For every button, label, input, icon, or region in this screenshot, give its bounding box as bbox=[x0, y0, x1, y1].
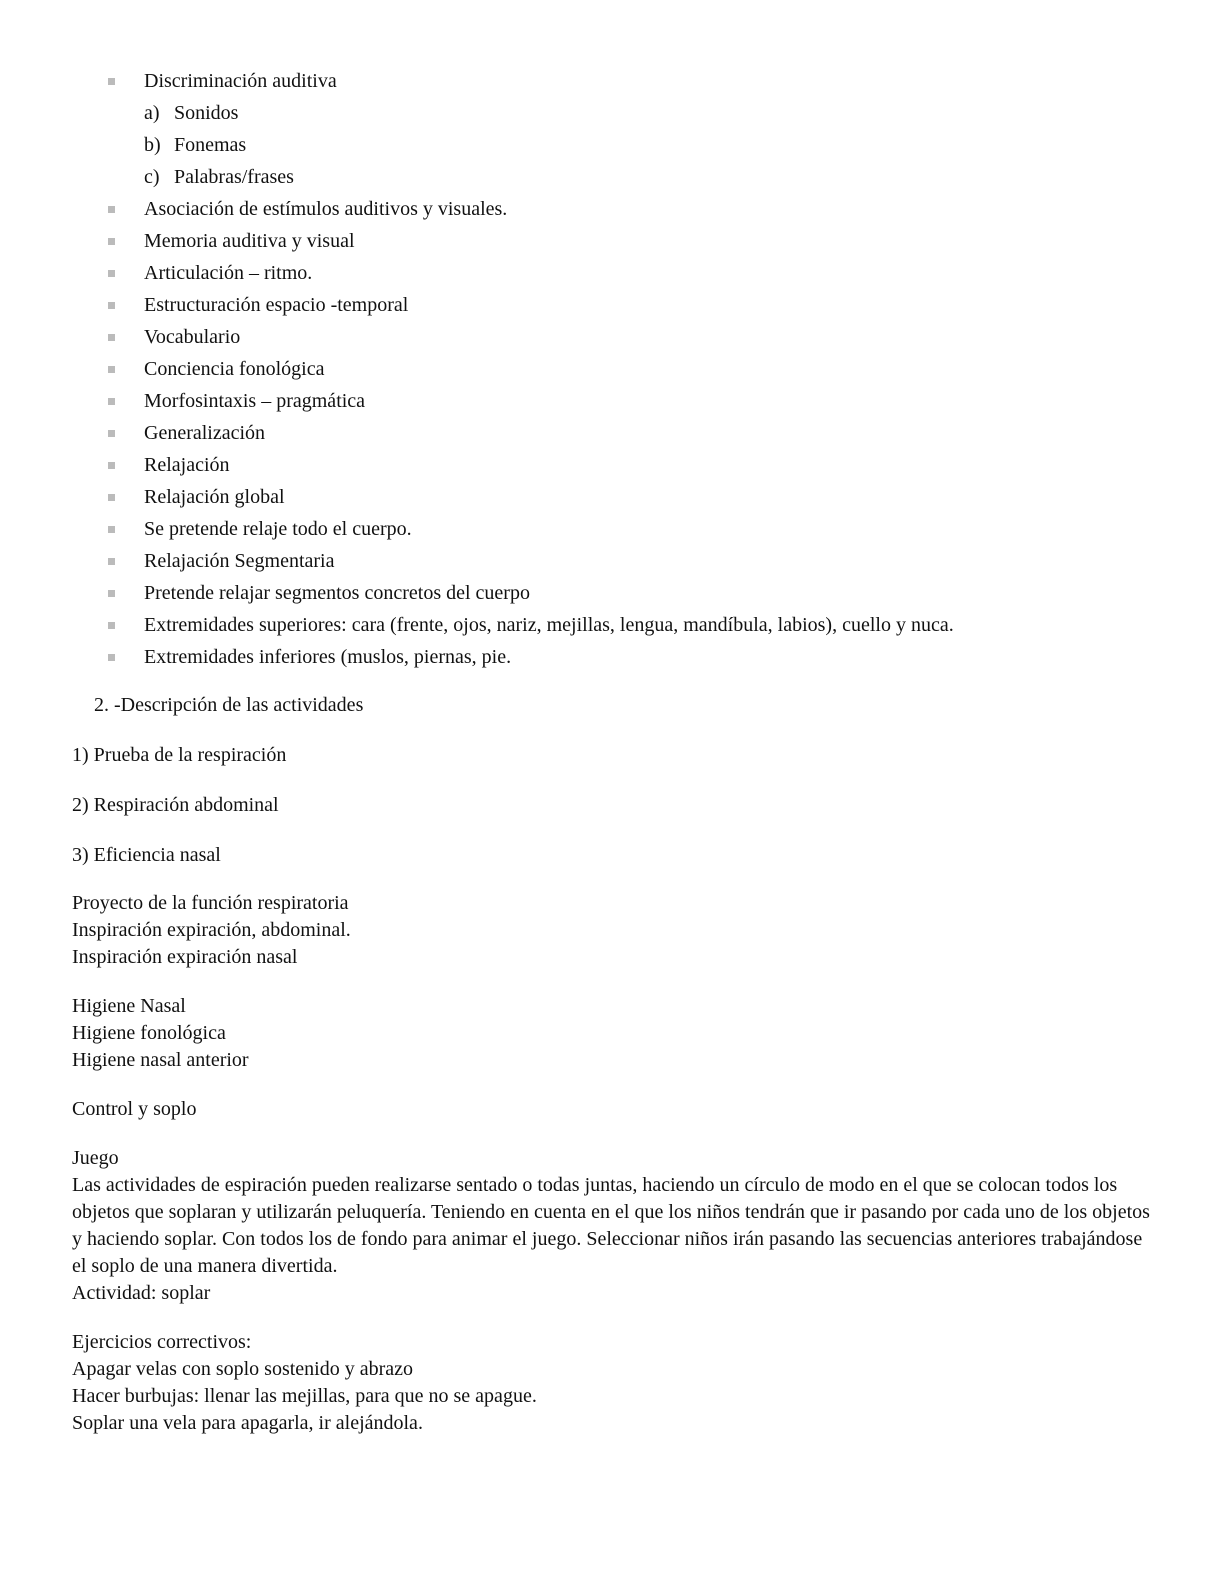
list-item-label: Generalización bbox=[144, 422, 266, 444]
game-title: Juego bbox=[72, 1147, 119, 1169]
bullet-marker bbox=[108, 366, 115, 373]
list-item bbox=[72, 644, 1152, 670]
bullet-marker bbox=[108, 270, 115, 277]
text-line: Inspiración expiración, abdominal. bbox=[72, 919, 351, 941]
list-item bbox=[72, 228, 1152, 254]
numbered-item: 2) Respiración abdominal bbox=[72, 794, 279, 816]
list-item-label: Se pretende relaje todo el cuerpo. bbox=[144, 518, 412, 540]
list-item bbox=[72, 612, 1152, 638]
text-line: Soplar una vela para apagarla, ir alejándola. bbox=[72, 1412, 423, 1434]
bullet-marker bbox=[108, 398, 115, 405]
list-item-label: Relajación global bbox=[144, 486, 285, 508]
text-line: Higiene Nasal bbox=[72, 995, 186, 1017]
activity-list bbox=[72, 68, 1152, 670]
list-item-label: Morfosintaxis – pragmática bbox=[144, 390, 366, 412]
list-item-label: Articulación – ritmo. bbox=[144, 262, 313, 284]
list-item bbox=[72, 484, 1152, 510]
list-item-label: Conciencia fonológica bbox=[144, 358, 325, 380]
bullet-marker bbox=[108, 494, 115, 501]
bullet-marker bbox=[108, 430, 115, 437]
text-line: Apagar velas con soplo sostenido y abrazo bbox=[72, 1358, 414, 1380]
sub-list bbox=[144, 100, 1152, 190]
list-item-label: Relajación Segmentaria bbox=[144, 550, 335, 572]
list-item bbox=[72, 260, 1152, 286]
text-line: Hacer burbujas: llenar las mejillas, para que no se apague. bbox=[72, 1385, 537, 1407]
list-item bbox=[72, 68, 1152, 190]
list-item-label: Pretende relajar segmentos concretos del cuerpo bbox=[144, 582, 530, 604]
bullet-marker bbox=[108, 558, 115, 565]
document-page bbox=[72, 68, 1152, 1437]
list-item-label: Memoria auditiva y visual bbox=[144, 230, 355, 252]
game-closing: Actividad: soplar bbox=[72, 1282, 211, 1304]
numbered-item: 3) Eficiencia nasal bbox=[72, 844, 221, 866]
text-line: Higiene fonológica bbox=[72, 1022, 226, 1044]
control-title: Control y soplo bbox=[72, 1098, 197, 1120]
bullet-marker bbox=[108, 622, 115, 629]
text-line: Inspiración expiración nasal bbox=[72, 946, 298, 968]
list-item bbox=[72, 292, 1152, 318]
sub-list-marker: c) bbox=[144, 166, 160, 188]
exercises-title: Ejercicios correctivos: bbox=[72, 1331, 252, 1353]
respiratory-block bbox=[72, 890, 1152, 971]
sub-list-marker: b) bbox=[144, 134, 161, 156]
numbered-item: 1) Prueba de la respiración bbox=[72, 744, 287, 766]
hygiene-block bbox=[72, 993, 1152, 1074]
sub-list-item bbox=[144, 132, 1152, 158]
bullet-marker bbox=[108, 302, 115, 309]
list-item bbox=[72, 196, 1152, 222]
sub-list-marker: a) bbox=[144, 102, 160, 124]
list-item bbox=[72, 356, 1152, 382]
list-item bbox=[72, 452, 1152, 478]
bullet-marker bbox=[108, 526, 115, 533]
sub-list-label: Palabras/frases bbox=[174, 166, 294, 188]
game-block bbox=[72, 1145, 1152, 1307]
list-item-label: Extremidades inferiores (muslos, piernas, pie. bbox=[144, 646, 512, 668]
sub-list-item bbox=[144, 100, 1152, 126]
list-item bbox=[72, 548, 1152, 574]
exercises-block bbox=[72, 1329, 1152, 1437]
bullet-marker bbox=[108, 654, 115, 661]
list-item-label: Vocabulario bbox=[144, 326, 241, 348]
list-item-label: Relajación bbox=[144, 454, 230, 476]
list-item-label: Discriminación auditiva bbox=[144, 70, 337, 92]
list-item bbox=[72, 388, 1152, 414]
list-item bbox=[72, 420, 1152, 446]
bullet-marker bbox=[108, 78, 115, 85]
bullet-marker bbox=[108, 238, 115, 245]
sub-list-item bbox=[144, 164, 1152, 190]
sub-list-label: Sonidos bbox=[174, 102, 239, 124]
list-item bbox=[72, 580, 1152, 606]
text-line: Proyecto de la función respiratoria bbox=[72, 892, 349, 914]
game-paragraph: Las actividades de espiración pueden realizarse sentado o todas juntas, haciendo un círculo de modo en el que se colocan todos los objetos que soplaran y utilizarán peluquería. Teniendo en cuenta en el que los niños tendrán que ir pasando por cada uno de los objetos y haciendo soplar. Con todos los de fondo para animar el juego. Seleccionar niños irán pasando las secuencias anteriores trabajándose el soplo de una manera divertida. bbox=[72, 1174, 1150, 1277]
bullet-marker bbox=[108, 206, 115, 213]
list-item-label: Extremidades superiores: cara (frente, ojos, nariz, mejillas, lengua, mandíbula, labios), cuello y nuca. bbox=[144, 614, 954, 636]
bullet-marker bbox=[108, 590, 115, 597]
list-item-label: Estructuración espacio -temporal bbox=[144, 294, 409, 316]
list-item bbox=[72, 324, 1152, 350]
bullet-marker bbox=[108, 462, 115, 469]
sub-list-label: Fonemas bbox=[174, 134, 247, 156]
list-item bbox=[72, 516, 1152, 542]
control-block bbox=[72, 1096, 1152, 1123]
section-heading: 2. -Descripción de las actividades bbox=[94, 694, 364, 716]
bullet-marker bbox=[108, 334, 115, 341]
list-item-label: Asociación de estímulos auditivos y visuales. bbox=[144, 198, 508, 220]
text-line: Higiene nasal anterior bbox=[72, 1049, 249, 1071]
